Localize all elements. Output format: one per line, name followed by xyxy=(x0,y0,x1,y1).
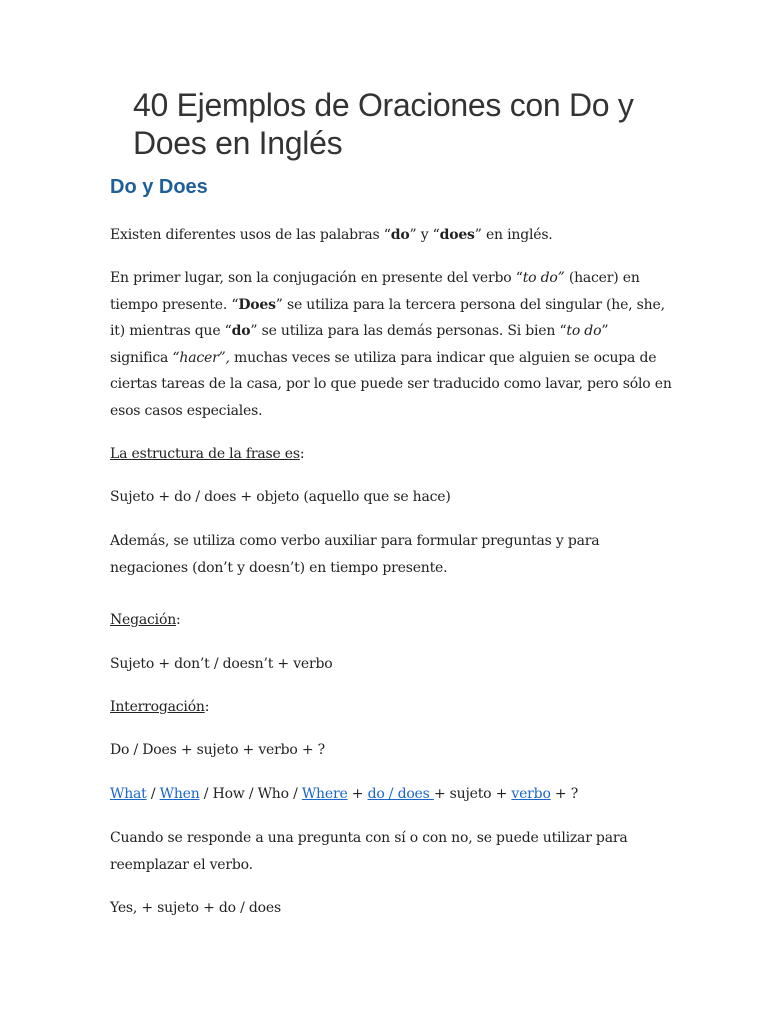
italic-to-do: to do” xyxy=(522,270,565,286)
text-run: significa xyxy=(110,349,173,366)
text-run: it) mientras que “ xyxy=(110,323,232,339)
text-run: muchas veces se utiliza para indicar que alguien se ocupa de xyxy=(229,349,657,366)
link-what[interactable]: What xyxy=(110,786,147,802)
usage-paragraph xyxy=(110,265,670,424)
text-run: ” xyxy=(601,323,609,339)
text-run: negaciones (don’t y doesn’t) en tiempo presente. xyxy=(110,559,448,576)
bold-does: Does xyxy=(238,296,276,313)
negation-label xyxy=(110,607,670,634)
bold-do: do xyxy=(231,323,251,339)
text-run: / How / Who / xyxy=(199,786,302,802)
text-run: + sujeto + xyxy=(433,786,512,802)
auxiliary-paragraph xyxy=(110,528,670,581)
formula-short-answer: Yes, + sujeto + do / does xyxy=(110,900,281,916)
text-run: En primer lugar, son la conjugación en presente del verbo “ xyxy=(110,270,523,286)
intro-paragraph xyxy=(110,222,670,249)
formula-question: Do / Does + sujeto + verbo + ? xyxy=(110,742,325,758)
link-when[interactable]: When xyxy=(159,786,200,802)
colon: : xyxy=(176,612,181,628)
text-run: ” se utiliza para las demás personas. Si bien “ xyxy=(250,323,567,339)
link-do-does[interactable]: do / does xyxy=(367,786,434,802)
text-run: tiempo presente. “ xyxy=(110,296,239,313)
structure-label xyxy=(110,441,670,468)
formula-negation: Sujeto + don’t / doesn’t + verbo xyxy=(110,656,333,672)
italic-hacer: “hacer”, xyxy=(172,349,230,366)
text-run: Cuando se responde a una pregunta con sí o con no, se puede utilizar para xyxy=(110,830,628,846)
formula-wh-question xyxy=(110,781,670,808)
colon: : xyxy=(299,446,305,462)
page-title-line-1: 40 Ejemplos de Oraciones con Do y xyxy=(133,87,634,123)
short-answer-paragraph xyxy=(110,825,670,878)
italic-to-do: to do xyxy=(566,323,602,339)
text-run: Existen diferentes usos de las palabras “ xyxy=(110,227,391,243)
text-run: ” se utiliza para la tercera persona del singular (he, she, xyxy=(275,296,665,313)
text-run: Además, se utiliza como verbo auxiliar para formular preguntas y para xyxy=(110,533,600,549)
interrogation-label-text: Interrogación xyxy=(110,699,205,715)
bold-do: do xyxy=(390,227,410,243)
bold-does: does xyxy=(439,227,475,243)
text-run: ” y “ xyxy=(409,227,440,243)
page-title-line-2: Does en Inglés xyxy=(133,125,343,161)
text-run: esos casos especiales. xyxy=(110,402,263,419)
text-run: reemplazar el verbo. xyxy=(110,856,253,873)
link-verbo[interactable]: verbo xyxy=(511,786,551,802)
interrogation-label xyxy=(110,694,670,721)
page-title xyxy=(133,86,693,162)
text-run: + xyxy=(347,786,368,802)
text-run: ciertas tareas de la casa, por lo que puede ser traducido como lavar, pero sólo en xyxy=(110,376,672,392)
section-heading: Do y Does xyxy=(110,176,208,198)
text-run: + ? xyxy=(550,786,579,802)
text-run: ” en inglés. xyxy=(474,227,553,243)
text-run: / xyxy=(146,786,160,802)
structure-label-text: La estructura de la frase es xyxy=(110,446,300,462)
negation-label-text: Negación xyxy=(110,612,177,628)
colon: : xyxy=(204,699,210,715)
text-run: (hacer) en xyxy=(564,270,640,286)
link-where[interactable]: Where xyxy=(301,786,348,802)
formula-affirmative: Sujeto + do / does + objeto (aquello que se hace) xyxy=(110,489,451,505)
